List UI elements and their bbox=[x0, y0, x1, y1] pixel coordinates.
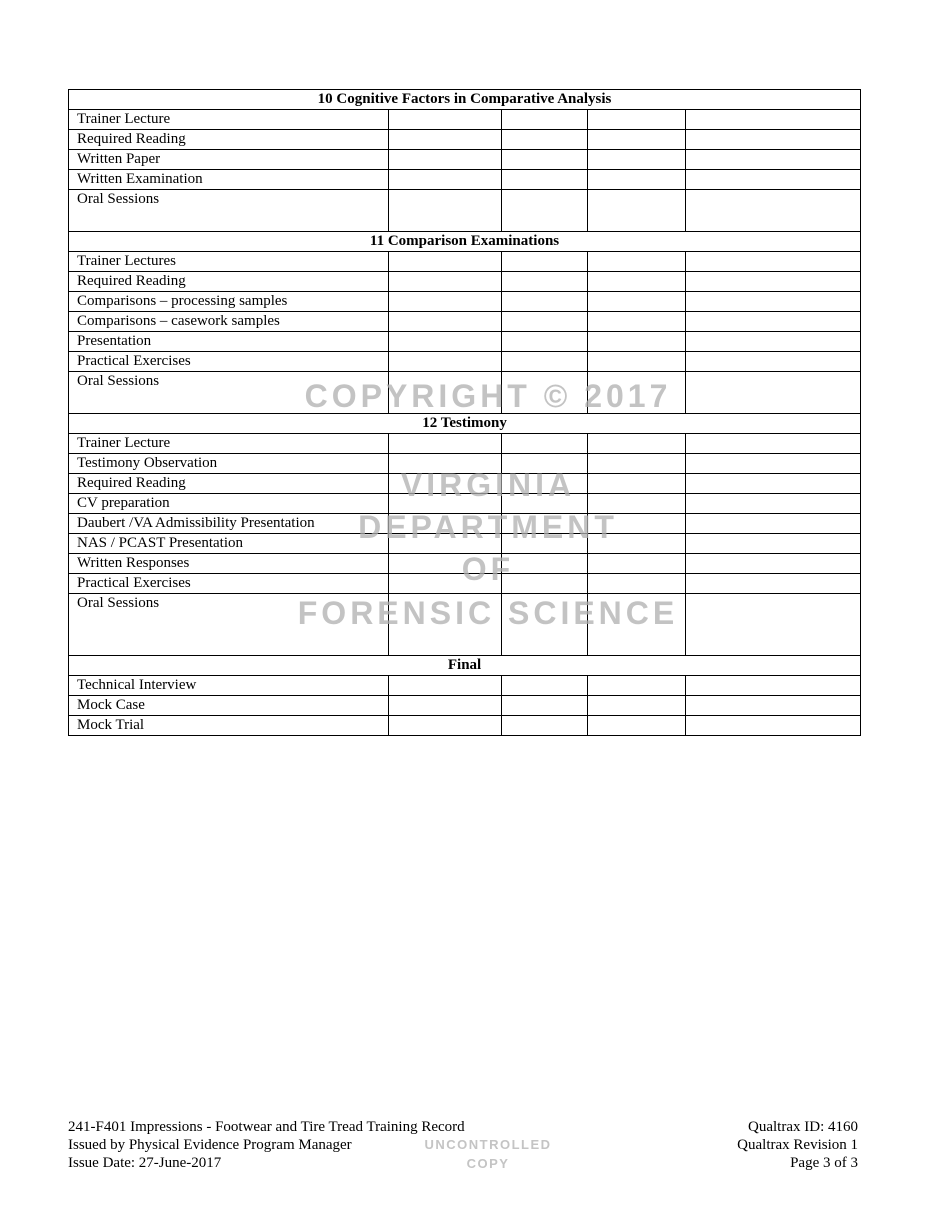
empty-cell bbox=[389, 716, 502, 736]
empty-cell bbox=[588, 110, 686, 130]
empty-cell bbox=[502, 130, 588, 150]
empty-cell bbox=[389, 190, 502, 232]
empty-cell bbox=[686, 272, 861, 292]
empty-cell bbox=[686, 130, 861, 150]
activity-label: Trainer Lecture bbox=[69, 110, 389, 130]
footer-issued-by: Issued by Physical Evidence Program Manager bbox=[68, 1137, 352, 1153]
empty-cell bbox=[588, 474, 686, 494]
section-title: Final bbox=[69, 656, 861, 676]
empty-cell bbox=[502, 352, 588, 372]
empty-cell bbox=[686, 696, 861, 716]
activity-label: Oral Sessions bbox=[69, 190, 389, 232]
empty-cell bbox=[389, 434, 502, 454]
activity-label: Technical Interview bbox=[69, 676, 389, 696]
footer-doc-title: 241-F401 Impressions - Footwear and Tire Tread Training Record bbox=[68, 1119, 465, 1135]
empty-cell bbox=[389, 130, 502, 150]
table-row bbox=[69, 252, 861, 272]
footer-issue-date: Issue Date: 27-June-2017 bbox=[68, 1155, 222, 1171]
empty-cell bbox=[502, 190, 588, 232]
table-row bbox=[69, 332, 861, 352]
empty-cell bbox=[389, 312, 502, 332]
empty-cell bbox=[686, 454, 861, 474]
empty-cell bbox=[686, 434, 861, 454]
empty-cell bbox=[686, 676, 861, 696]
activity-label: Trainer Lectures bbox=[69, 252, 389, 272]
empty-cell bbox=[686, 574, 861, 594]
empty-cell bbox=[502, 292, 588, 312]
empty-cell bbox=[588, 332, 686, 352]
empty-cell bbox=[502, 332, 588, 352]
empty-cell bbox=[588, 130, 686, 150]
table-row bbox=[69, 110, 861, 130]
activity-label: Testimony Observation bbox=[69, 454, 389, 474]
watermark-virginia: VIRGINIA bbox=[400, 467, 576, 503]
empty-cell bbox=[686, 372, 861, 414]
table-row bbox=[69, 272, 861, 292]
empty-cell bbox=[686, 110, 861, 130]
empty-cell bbox=[686, 170, 861, 190]
empty-cell bbox=[686, 292, 861, 312]
empty-cell bbox=[588, 716, 686, 736]
activity-label: CV preparation bbox=[69, 494, 389, 514]
empty-cell bbox=[686, 252, 861, 272]
table-row bbox=[69, 312, 861, 332]
empty-cell bbox=[502, 272, 588, 292]
activity-label: NAS / PCAST Presentation bbox=[69, 534, 389, 554]
footer-qualtrax-id: Qualtrax ID: 4160 bbox=[748, 1119, 858, 1135]
empty-cell bbox=[389, 696, 502, 716]
footer-left bbox=[68, 1118, 465, 1172]
empty-cell bbox=[686, 554, 861, 574]
table-row bbox=[69, 130, 861, 150]
empty-cell bbox=[588, 434, 686, 454]
table-row bbox=[69, 190, 861, 232]
watermark-department: DEPARTMENT bbox=[358, 509, 618, 545]
empty-cell bbox=[502, 554, 588, 574]
empty-cell bbox=[686, 332, 861, 352]
activity-label: Daubert /VA Admissibility Presentation bbox=[69, 514, 389, 534]
footer-page-number: Page 3 of 3 bbox=[790, 1155, 858, 1171]
empty-cell bbox=[588, 352, 686, 372]
watermark-forensic-science: FORENSIC SCIENCE bbox=[297, 595, 679, 631]
empty-cell bbox=[686, 312, 861, 332]
table-row bbox=[69, 434, 861, 454]
activity-label: Practical Exercises bbox=[69, 352, 389, 372]
empty-cell bbox=[502, 170, 588, 190]
table-row bbox=[69, 676, 861, 696]
empty-cell bbox=[686, 514, 861, 534]
empty-cell bbox=[389, 332, 502, 352]
activity-label: Written Responses bbox=[69, 554, 389, 574]
section-title: 11 Comparison Examinations bbox=[69, 232, 861, 252]
empty-cell bbox=[588, 252, 686, 272]
empty-cell bbox=[686, 352, 861, 372]
empty-cell bbox=[389, 150, 502, 170]
empty-cell bbox=[588, 150, 686, 170]
empty-cell bbox=[502, 110, 588, 130]
empty-cell bbox=[588, 312, 686, 332]
activity-label: Required Reading bbox=[69, 272, 389, 292]
empty-cell bbox=[502, 434, 588, 454]
table-row bbox=[69, 170, 861, 190]
empty-cell bbox=[389, 252, 502, 272]
empty-cell bbox=[588, 454, 686, 474]
empty-cell bbox=[686, 494, 861, 514]
table-row bbox=[69, 696, 861, 716]
activity-label: Oral Sessions bbox=[69, 594, 389, 656]
empty-cell bbox=[588, 696, 686, 716]
activity-label: Comparisons – processing samples bbox=[69, 292, 389, 312]
stamp-line-1: UNCONTROLLED bbox=[424, 1137, 552, 1152]
section-header-row bbox=[69, 656, 861, 676]
empty-cell bbox=[588, 574, 686, 594]
empty-cell bbox=[502, 150, 588, 170]
empty-cell bbox=[502, 312, 588, 332]
empty-cell bbox=[588, 676, 686, 696]
empty-cell bbox=[389, 110, 502, 130]
empty-cell bbox=[389, 292, 502, 312]
activity-label: Presentation bbox=[69, 332, 389, 352]
uncontrolled-copy-stamp bbox=[424, 1135, 551, 1173]
footer-revision: Qualtrax Revision 1 bbox=[737, 1137, 858, 1153]
watermark-of: OF bbox=[461, 551, 515, 587]
empty-cell bbox=[502, 676, 588, 696]
empty-cell bbox=[686, 474, 861, 494]
table-row bbox=[69, 716, 861, 736]
empty-cell bbox=[686, 150, 861, 170]
stamp-line-2: COPY bbox=[466, 1156, 510, 1171]
empty-cell bbox=[502, 574, 588, 594]
empty-cell bbox=[502, 696, 588, 716]
empty-cell bbox=[686, 190, 861, 232]
activity-label: Oral Sessions bbox=[69, 372, 389, 414]
empty-cell bbox=[588, 190, 686, 232]
empty-cell bbox=[686, 594, 861, 656]
section-header-row bbox=[69, 414, 861, 434]
activity-label: Mock Case bbox=[69, 696, 389, 716]
section-title: 10 Cognitive Factors in Comparative Analysis bbox=[69, 90, 861, 110]
activity-label: Written Examination bbox=[69, 170, 389, 190]
activity-label: Written Paper bbox=[69, 150, 389, 170]
empty-cell bbox=[588, 554, 686, 574]
table-row bbox=[69, 352, 861, 372]
empty-cell bbox=[588, 292, 686, 312]
activity-label: Comparisons – casework samples bbox=[69, 312, 389, 332]
activity-label: Mock Trial bbox=[69, 716, 389, 736]
watermark-copyright: COPYRIGHT © 2017 bbox=[304, 378, 672, 414]
table-row bbox=[69, 292, 861, 312]
empty-cell bbox=[389, 352, 502, 372]
activity-label: Required Reading bbox=[69, 130, 389, 150]
empty-cell bbox=[389, 272, 502, 292]
section-header-row bbox=[69, 90, 861, 110]
table-row bbox=[69, 150, 861, 170]
section-header-row bbox=[69, 232, 861, 252]
activity-label: Trainer Lecture bbox=[69, 434, 389, 454]
activity-label: Practical Exercises bbox=[69, 574, 389, 594]
empty-cell bbox=[588, 272, 686, 292]
footer-right bbox=[737, 1118, 858, 1172]
empty-cell bbox=[389, 170, 502, 190]
empty-cell bbox=[502, 716, 588, 736]
empty-cell bbox=[686, 716, 861, 736]
activity-label: Required Reading bbox=[69, 474, 389, 494]
empty-cell bbox=[389, 676, 502, 696]
section-title: 12 Testimony bbox=[69, 414, 861, 434]
empty-cell bbox=[588, 170, 686, 190]
empty-cell bbox=[502, 252, 588, 272]
empty-cell bbox=[686, 534, 861, 554]
